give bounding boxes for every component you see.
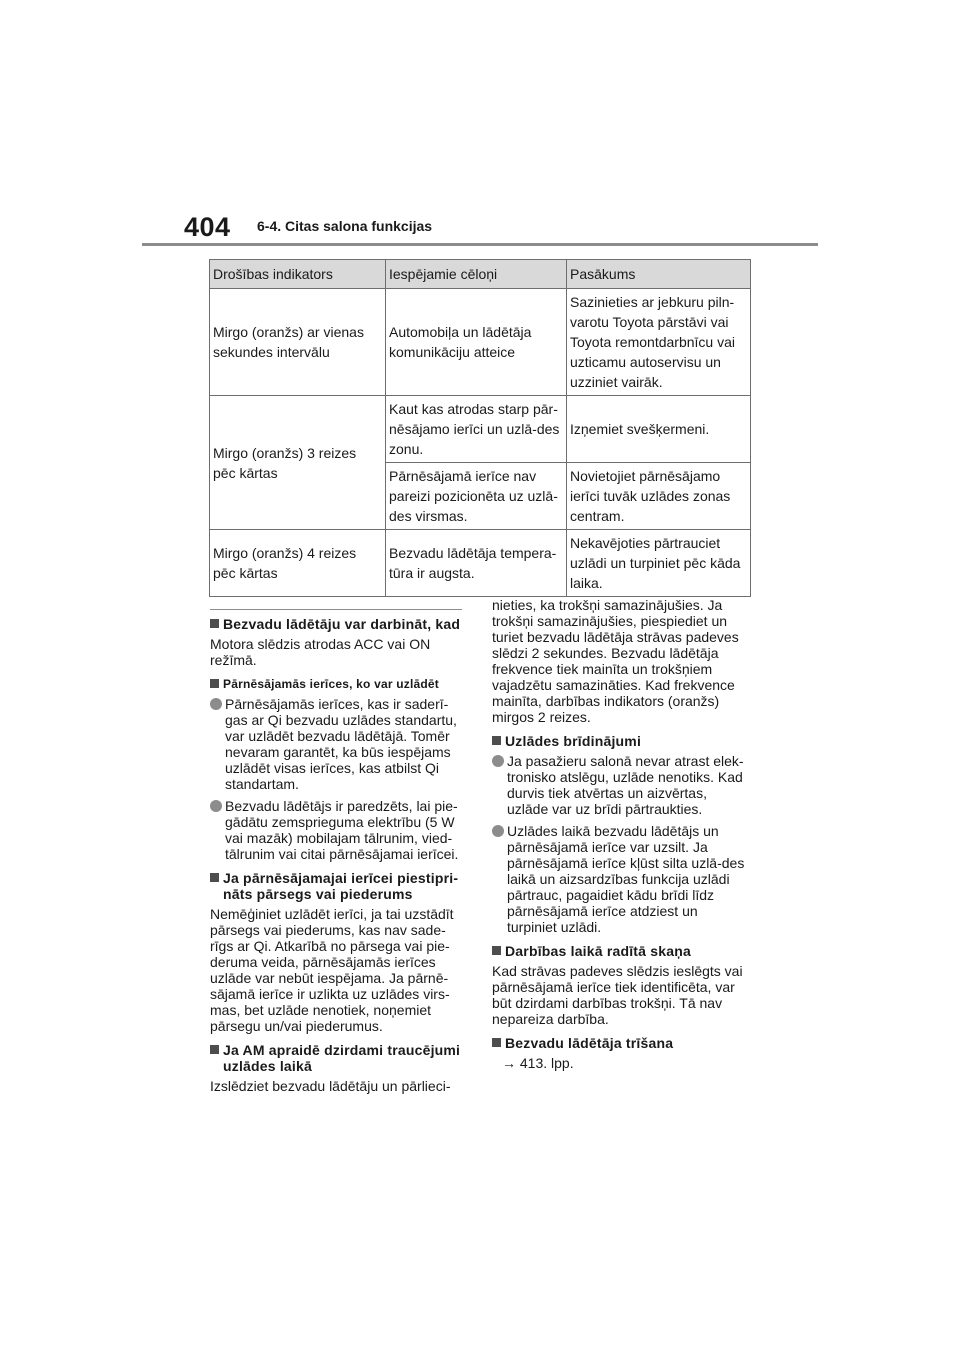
bullet-item: Pārnēsājamās ierīces, kas ir saderī-gas ar Qi bezvadu uzlādes standartu, var uzlādēt bezvadu lādētājā. Tomēr nevaram garantēt, ka būs iespējams uzlādēt visas ierīces, kas atbilst Qi standartam. bbox=[210, 696, 466, 792]
subsection-heading: Uzlādes brīdinājumi bbox=[492, 733, 748, 749]
left-column bbox=[210, 608, 466, 1100]
header-divider bbox=[142, 243, 818, 246]
paragraph: nieties, ka trokšņi samazinājušies. Ja trokšņi samazinājušies, piespiediet un turiet bezvadu lādētāja strāvas padeves slēdzi 2 sekundes. Bezvadu lādētāja frekvence tiek mainīta un trokšņiem vajadzētu samazināties. Kad frekvence mainīta, darbības indikators (oranžs) mirgos 2 reizes. bbox=[492, 597, 739, 725]
subsection-heading: Ja pārnēsājamajai ierīcei piestipri-nāts pārsegs vai piederums bbox=[210, 870, 466, 902]
square-bullet-icon bbox=[210, 873, 219, 882]
table-row bbox=[210, 289, 751, 396]
table-cell: Mirgo (oranžs) ar vienas sekundes intervālu bbox=[210, 289, 386, 396]
column-header: Iespējamie cēloņi bbox=[386, 260, 567, 289]
table-cell: Bezvadu lādētāja tempera-tūra ir augsta. bbox=[386, 530, 567, 597]
round-bullet-icon bbox=[210, 800, 222, 812]
bullet-item: Uzlādes laikā bezvadu lādētājs un pārnēsājamā ierīce var uzsilt. Ja pārnēsājamā ierīce kļūst silta uzlā-des laikā un aizsardzības funkcija uzlādi pārtrauc, pagaidiet kādu brīdi līdz pārnēsājamā ierīce atdziest un turpiniet uzlādi. bbox=[492, 823, 748, 935]
table-cell: Novietojiet pārnēsājamo ierīci tuvāk uzlādes zonas centram. bbox=[567, 463, 751, 530]
table-cell: Izņemiet svešķermeni. bbox=[567, 396, 751, 463]
page-number: 404 bbox=[184, 212, 231, 242]
paragraph: Kad strāvas padeves slēdzis ieslēgts vai pārnēsājamā ierīce tiek identificēta, var būt dzirdami darbības trokšņi. Tā nav nepareiza darbība. bbox=[492, 963, 743, 1027]
table-header-row bbox=[210, 260, 751, 289]
page-reference: → 413. lpp. bbox=[502, 1055, 574, 1071]
round-bullet-icon bbox=[210, 698, 222, 710]
round-bullet-icon bbox=[492, 825, 504, 837]
square-bullet-icon bbox=[492, 946, 501, 955]
table-cell: Automobiļa un lādētāja komunikāciju atteice bbox=[386, 289, 567, 396]
paragraph: Izslēdziet bezvadu lādētāju un pārlieci- bbox=[210, 1078, 451, 1094]
table-cell: Mirgo (oranžs) 3 reizes pēc kārtas bbox=[210, 396, 386, 530]
paragraph: Motora slēdzis atrodas ACC vai ON režīmā. bbox=[210, 636, 431, 668]
paragraph: Nemēģiniet uzlādēt ierīci, ja tai uzstādīt pārsegs vai piederums, kas nav sade-rīgs ar Qi. Atkarībā no pārsega vai pie-deruma veida, pārnēsājamās ierīces uzlāde var nebūt iespējama. Ja pārnē-sājamā ierīce ir uzlikta uz uzlādes virs-mas, bet uzlāde nenotiek, noņemiet pārsegu un/vai piederumus. bbox=[210, 906, 454, 1034]
table-cell: Nekavējoties pārtrauciet uzlādi un turpiniet pēc kāda laika. bbox=[567, 530, 751, 597]
subsection-heading: Pārnēsājamās ierīces, ko var uzlādēt bbox=[210, 676, 466, 692]
round-bullet-icon bbox=[492, 755, 504, 767]
bullet-item: Ja pasažieru salonā nevar atrast elek-tronisko atslēgu, uzlāde nenotiks. Kad durvis tiek atvērtas un aizvērtas, uzlāde var uz brīdi pārtraukties. bbox=[492, 753, 748, 817]
table-cell: Kaut kas atrodas starp pār-nēsājamo ierīci un uzlā-des zonu. bbox=[386, 396, 567, 463]
square-bullet-icon bbox=[492, 736, 501, 745]
subsection-heading: Darbības laikā radītā skaņa bbox=[492, 943, 748, 959]
table-row bbox=[210, 530, 751, 597]
table-cell: Sazinieties ar jebkuru piln-varotu Toyota pārstāvi vai Toyota remontdarbnīcu vai uzticamu autoservisu un uzziniet vairāk. bbox=[567, 289, 751, 396]
bullet-item: Bezvadu lādētājs ir paredzēts, lai pie-gādātu zemsprieguma elektrību (5 W vai mazāk) mobilajam tālrunim, vied-tālrunim vai citai pārnēsājamai ierīcei. bbox=[210, 798, 466, 862]
square-bullet-icon bbox=[210, 679, 219, 688]
square-bullet-icon bbox=[210, 619, 219, 628]
column-header: Pasākums bbox=[567, 260, 751, 289]
indicator-table bbox=[209, 259, 751, 597]
subsection-heading: Ja AM apraidē dzirdami traucējumi uzlādes laikā bbox=[210, 1042, 466, 1074]
section-title: 6-4. Citas salona funkcijas bbox=[257, 218, 433, 234]
table-row bbox=[210, 396, 751, 463]
square-bullet-icon bbox=[492, 1038, 501, 1047]
column-header: Drošības indikators bbox=[210, 260, 386, 289]
square-bullet-icon bbox=[210, 1045, 219, 1054]
table-cell: Mirgo (oranžs) 4 reizes pēc kārtas bbox=[210, 530, 386, 597]
subsection-heading: Bezvadu lādētāja trīšana bbox=[492, 1035, 748, 1051]
right-column bbox=[492, 597, 748, 1077]
page-header bbox=[0, 0, 960, 250]
subsection-heading: Bezvadu lādētāju var darbināt, kad bbox=[210, 616, 466, 632]
table-cell: Pārnēsājamā ierīce nav pareizi pozicionēta uz uzlā-des virsmas. bbox=[386, 463, 567, 530]
